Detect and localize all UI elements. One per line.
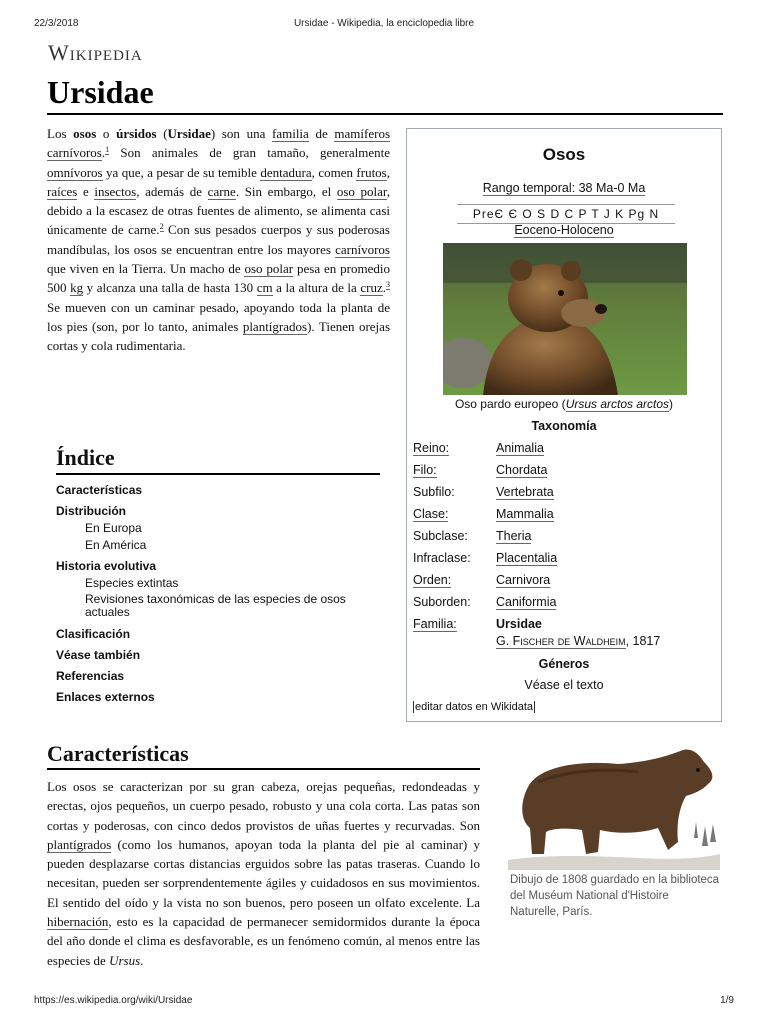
print-doc-title: Ursidae - Wikipedia, la enciclopedia libre — [293, 18, 475, 29]
taxonomy-row-suborden: Suborden: Caniformia — [413, 595, 557, 609]
caracteristicas-paragraph: Los osos se caracterizan por su gran cabeza, orejas pequeñas, redondeadas y erectas, ojos pequeños, un cuerpo pesado, robusto y una cola corta. Las patas son cortas y poderosas, con cinco dedos provistos de uñas fuertes y recurvadas. Son plantígrados (como los humanos, apoyan toda la planta del pie al caminar) y pueden desplazarse cortas distancias erguidos sobre las patas traseras. Cuando lo necesitan, pueden ser sorprendentemente ágiles y cuidadosos en sus movimientos. El sentido del oído y la vista no son buenos, pero poseen un olfato excelente. La hibernación, esto es la capacidad de permanecer semidormidos durante la época del año donde el clima es desfavorable, es un fenómeno común, al menos entre las especies de Ursus. — [47, 779, 480, 968]
taxonomy-row-filo: Filo: Chordata — [413, 463, 548, 477]
toc-item-historia-evolutiva[interactable]: Historia evolutiva — [56, 559, 157, 573]
ref-1[interactable]: 1 — [105, 144, 110, 154]
link-frutos[interactable]: frutos — [356, 164, 387, 180]
link-plantigrados[interactable]: plantígrados — [242, 318, 308, 334]
wikipedia-logo[interactable]: Wikipedia — [48, 40, 143, 65]
link-familia[interactable]: familia — [272, 126, 309, 141]
toc-sub-especies-extintas[interactable]: Especies extintas — [85, 576, 179, 590]
taxonomy-row-clase: Clase: Mammalia — [413, 507, 554, 521]
infobox-authority: G. Fischer de Waldheim, 1817 — [496, 634, 661, 648]
page-title: Ursidae — [47, 74, 723, 115]
link-dentadura[interactable]: dentadura — [260, 164, 312, 180]
infobox-epoch: Eoceno-Holoceno — [514, 223, 614, 237]
taxonomy-row-familia: Familia: Ursidae — [413, 617, 542, 631]
print-url: https://es.wikipedia.org/wiki/Ursidae — [34, 995, 193, 1006]
ref-2[interactable]: 2 — [159, 222, 164, 232]
taxonomy-row-reino: Reino: Animalia — [413, 441, 544, 455]
link-omnivoros[interactable]: omnívoros — [47, 164, 103, 180]
link-carnivoros[interactable]: carnívoros — [47, 145, 102, 161]
toc-title: Índice — [56, 445, 380, 475]
section-heading-caracteristicas: Características — [47, 741, 480, 770]
link-raices[interactable]: raíces — [47, 183, 78, 199]
edit-wikidata-link[interactable]: editar datos en Wikidata — [415, 701, 534, 713]
toc-item-clasificacion[interactable]: Clasificación — [56, 627, 131, 641]
taxonomy-row-subclase: Subclase: Theria — [413, 529, 532, 543]
infobox — [406, 128, 722, 722]
taxonomy-header[interactable]: Taxonomía — [531, 419, 597, 433]
link-oso-polar-2[interactable]: oso polar — [244, 261, 294, 277]
toc-sub-en-europa[interactable]: En Europa — [85, 521, 142, 535]
link-insectos[interactable]: insectos — [94, 183, 137, 199]
taxonomy-row-infraclase: Infraclase: Placentalia — [413, 551, 558, 565]
toc-item-vease-tambien[interactable]: Véase también — [56, 648, 141, 662]
intro-paragraph: Los osos o úrsidos (Ursidae) son una familia de mamíferos carnívoros.$^1$ Son animales de gran tamaño, generalmente omnívoros ya que, a pesar de su temible dentadura, comen frutos, raíces e insectos, además de carne. Sin embargo, el oso polar, debido a la escasez de otras fuentes de alimento, se alimenta casi únicamente de carne.$^2$ Con sus pesados cuerpos y sus poderosas mandíbulas, los osos se encuentran entre los mayores carnívoros que viven en la Tierra. Un macho de oso polar pesa en promedio 500 kg y alcanza una talla de hasta 130 cm a la altura de la cruz.$^3$ Se mueven con un caminar pesado, apoyando toda la planta de los pies (son, por lo tanto, animales plantígrados). Tienen orejas cortas y cola rudimentaria. — [47, 126, 391, 354]
link-oso-polar[interactable]: oso polar — [336, 183, 387, 199]
toc-sub-en-america[interactable]: En América — [85, 538, 147, 552]
toc-item-referencias[interactable]: Referencias — [56, 669, 125, 683]
link-hibernacion[interactable]: hibernación — [47, 914, 109, 930]
link-cm[interactable]: cm — [256, 280, 273, 296]
taxonomy-row-subfilo: Subfilo: Vertebrata — [413, 485, 554, 499]
infobox-geologic-periods[interactable]: PreЄ Є O S D C P T J K Pg N — [457, 204, 675, 224]
print-date: 22/3/2018 — [34, 18, 79, 29]
link-carnivoros-2[interactable]: carnívoros — [335, 241, 390, 257]
table-of-contents — [56, 445, 380, 707]
link-kg[interactable]: kg — [70, 280, 84, 296]
bear-drawing-caption: Dibujo de 1808 guardado en la biblioteca del Muséum National d'Histoire Naturelle, París. — [510, 874, 720, 918]
infobox-photo-caption: Oso pardo europeo (Ursus arctos arctos) — [454, 397, 674, 411]
taxonomy-row-orden: Orden: Carnivora — [413, 573, 551, 587]
genera-header: Géneros — [538, 657, 590, 671]
ref-3[interactable]: 3 — [386, 280, 391, 290]
genera-value: Véase el texto — [524, 678, 604, 692]
brown-bear-photo[interactable] — [443, 243, 687, 395]
bear-drawing-1808[interactable] — [508, 742, 720, 870]
toc-sub-revisiones-taxonomicas[interactable]: Revisiones taxonómicas de las especies de osos actuales — [85, 592, 346, 619]
toc-item-caracteristicas[interactable]: Características — [56, 483, 143, 497]
link-mamiferos[interactable]: mamíferos — [334, 126, 390, 141]
link-carne[interactable]: carne — [207, 183, 236, 199]
link-cruz[interactable]: cruz — [360, 280, 383, 296]
infobox-temporal-range: Rango temporal: 38 Ma-0 Ma — [482, 181, 646, 195]
toc-item-distribucion[interactable]: Distribución — [56, 504, 127, 518]
infobox-title: Osos — [542, 145, 586, 164]
print-page-number: 1/9 — [720, 995, 734, 1006]
toc-item-enlaces-externos[interactable]: Enlaces externos — [56, 690, 155, 704]
link-plantigrados-2[interactable]: plantígrados — [47, 836, 112, 852]
